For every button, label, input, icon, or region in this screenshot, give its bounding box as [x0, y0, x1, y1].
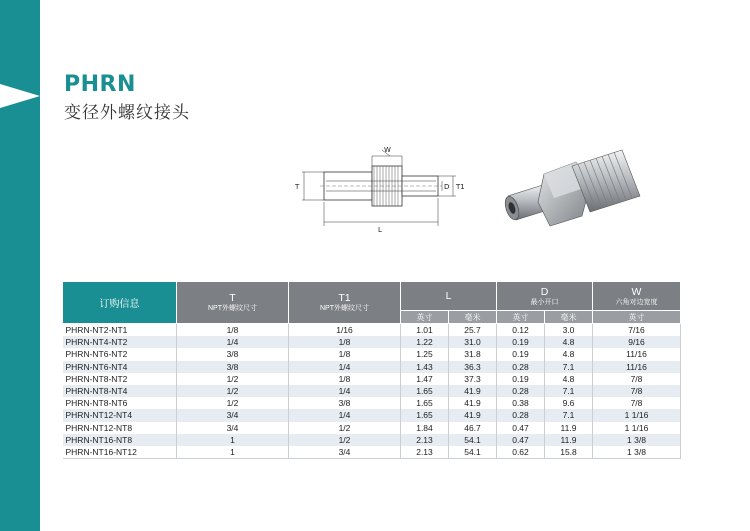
table-row [63, 397, 681, 409]
cell-d-in: 0.28 [497, 409, 545, 421]
cell-code: PHRN-NT6-NT2 [63, 348, 177, 360]
cell-l-mm: 46.7 [449, 422, 497, 434]
cell-d-in: 0.28 [497, 361, 545, 373]
side-accent-band [0, 0, 40, 531]
cell-d-in: 0.38 [497, 397, 545, 409]
cell-d-in: 0.62 [497, 446, 545, 459]
cell-l-mm: 37.3 [449, 373, 497, 385]
cell-t1: 1/8 [289, 373, 401, 385]
col-header-t1: T1 NPT外螺纹尺寸 [289, 282, 401, 324]
cell-w: 7/8 [593, 385, 681, 397]
cell-d-in: 0.19 [497, 336, 545, 348]
label-t1: T1 [456, 183, 465, 191]
cell-l-in: 1.25 [401, 348, 449, 360]
cell-l-mm: 41.9 [449, 397, 497, 409]
cell-l-in: 1.84 [401, 422, 449, 434]
col-header-d: D 最小开口 [497, 282, 593, 311]
cell-d-mm: 4.8 [545, 373, 593, 385]
cell-w: 11/16 [593, 348, 681, 360]
cell-t: 1/2 [177, 373, 289, 385]
label-l: L [378, 226, 382, 234]
cell-d-in: 0.47 [497, 434, 545, 446]
cell-d-mm: 7.1 [545, 385, 593, 397]
cell-code: PHRN-NT12-NT4 [63, 409, 177, 421]
unit-l-mm: 毫米 [449, 311, 497, 324]
col-header-t: T NPT外螺纹尺寸 [177, 282, 289, 324]
cell-d-in: 0.28 [497, 385, 545, 397]
cell-w: 1 3/8 [593, 446, 681, 459]
cell-t: 3/8 [177, 348, 289, 360]
table-row [63, 385, 681, 397]
cell-t: 3/4 [177, 409, 289, 421]
cell-t1: 1/4 [289, 385, 401, 397]
cell-t1: 3/8 [289, 397, 401, 409]
cell-d-mm: 7.1 [545, 361, 593, 373]
cell-l-in: 1.65 [401, 409, 449, 421]
spec-table [62, 281, 681, 459]
product-name-subtitle: 变径外螺纹接头 [64, 103, 190, 123]
table-row [63, 348, 681, 360]
cell-t: 3/4 [177, 422, 289, 434]
cell-d-mm: 15.8 [545, 446, 593, 459]
cell-d-in: 0.19 [497, 373, 545, 385]
cell-d-mm: 9.6 [545, 397, 593, 409]
label-d: D [444, 183, 450, 191]
cell-t: 1/2 [177, 397, 289, 409]
cell-l-mm: 41.9 [449, 409, 497, 421]
cell-l-in: 1.01 [401, 324, 449, 337]
cell-w: 7/8 [593, 397, 681, 409]
unit-l-inch: 英寸 [401, 311, 449, 324]
label-w: W [384, 146, 391, 154]
table-row [63, 336, 681, 348]
cell-w: 7/16 [593, 324, 681, 337]
table-row [63, 434, 681, 446]
product-code-title: PHRN [64, 72, 136, 97]
unit-d-inch: 英寸 [497, 311, 545, 324]
col-header-w: W 六角对边宽度 [593, 282, 681, 311]
unit-d-mm: 毫米 [545, 311, 593, 324]
dim-line-w [372, 156, 402, 166]
cell-l-in: 1.47 [401, 373, 449, 385]
cell-w: 1 3/8 [593, 434, 681, 446]
cell-d-in: 0.19 [497, 348, 545, 360]
cell-code: PHRN-NT6-NT4 [63, 361, 177, 373]
cell-d-mm: 4.8 [545, 336, 593, 348]
cell-t1: 1/16 [289, 324, 401, 337]
cell-l-mm: 25.7 [449, 324, 497, 337]
table-row [63, 324, 681, 337]
cell-t1: 1/4 [289, 361, 401, 373]
cell-t: 1 [177, 446, 289, 459]
cell-t1: 3/4 [289, 446, 401, 459]
cell-l-mm: 54.1 [449, 434, 497, 446]
cell-l-in: 1.65 [401, 385, 449, 397]
cell-w: 9/16 [593, 336, 681, 348]
technical-drawing [290, 146, 470, 238]
col-header-order-info: 订购信息 [63, 282, 177, 324]
cell-l-mm: 31.8 [449, 348, 497, 360]
cell-t1: 1/8 [289, 336, 401, 348]
cell-d-mm: 11.9 [545, 434, 593, 446]
table-row [63, 422, 681, 434]
cell-d-mm: 3.0 [545, 324, 593, 337]
cell-t: 1/2 [177, 385, 289, 397]
cell-d-in: 0.12 [497, 324, 545, 337]
cell-w: 7/8 [593, 373, 681, 385]
cell-d-mm: 4.8 [545, 348, 593, 360]
cell-l-in: 2.13 [401, 446, 449, 459]
cell-t1: 1/8 [289, 348, 401, 360]
cell-code: PHRN-NT16-NT12 [63, 446, 177, 459]
table-row [63, 373, 681, 385]
cell-t: 3/8 [177, 361, 289, 373]
table-row [63, 409, 681, 421]
cell-t: 1/4 [177, 336, 289, 348]
cell-code: PHRN-NT12-NT8 [63, 422, 177, 434]
cell-d-in: 0.47 [497, 422, 545, 434]
cell-l-mm: 54.1 [449, 446, 497, 459]
product-photo [494, 148, 644, 228]
cell-w: 1 1/16 [593, 409, 681, 421]
cell-t1: 1/2 [289, 434, 401, 446]
cell-l-mm: 36.3 [449, 361, 497, 373]
cell-l-in: 1.43 [401, 361, 449, 373]
table-row [63, 446, 681, 459]
col-header-l: L [401, 282, 497, 311]
cell-l-mm: 41.9 [449, 385, 497, 397]
cell-code: PHRN-NT8-NT6 [63, 397, 177, 409]
cell-l-in: 2.13 [401, 434, 449, 446]
cell-code: PHRN-NT2-NT1 [63, 324, 177, 337]
cell-w: 11/16 [593, 361, 681, 373]
cell-w: 1 1/16 [593, 422, 681, 434]
cell-code: PHRN-NT16-NT8 [63, 434, 177, 446]
side-band-notch [0, 84, 40, 108]
cell-t1: 1/2 [289, 422, 401, 434]
cell-t: 1/8 [177, 324, 289, 337]
cell-t: 1 [177, 434, 289, 446]
label-t: T [295, 183, 300, 191]
cell-code: PHRN-NT8-NT2 [63, 373, 177, 385]
cell-code: PHRN-NT8-NT4 [63, 385, 177, 397]
cell-l-in: 1.22 [401, 336, 449, 348]
table-row [63, 361, 681, 373]
cell-d-mm: 7.1 [545, 409, 593, 421]
cell-t1: 1/4 [289, 409, 401, 421]
unit-w-inch: 英寸 [593, 311, 681, 324]
cell-l-mm: 31.0 [449, 336, 497, 348]
cell-d-mm: 11.9 [545, 422, 593, 434]
cell-code: PHRN-NT4-NT2 [63, 336, 177, 348]
cell-l-in: 1.65 [401, 397, 449, 409]
